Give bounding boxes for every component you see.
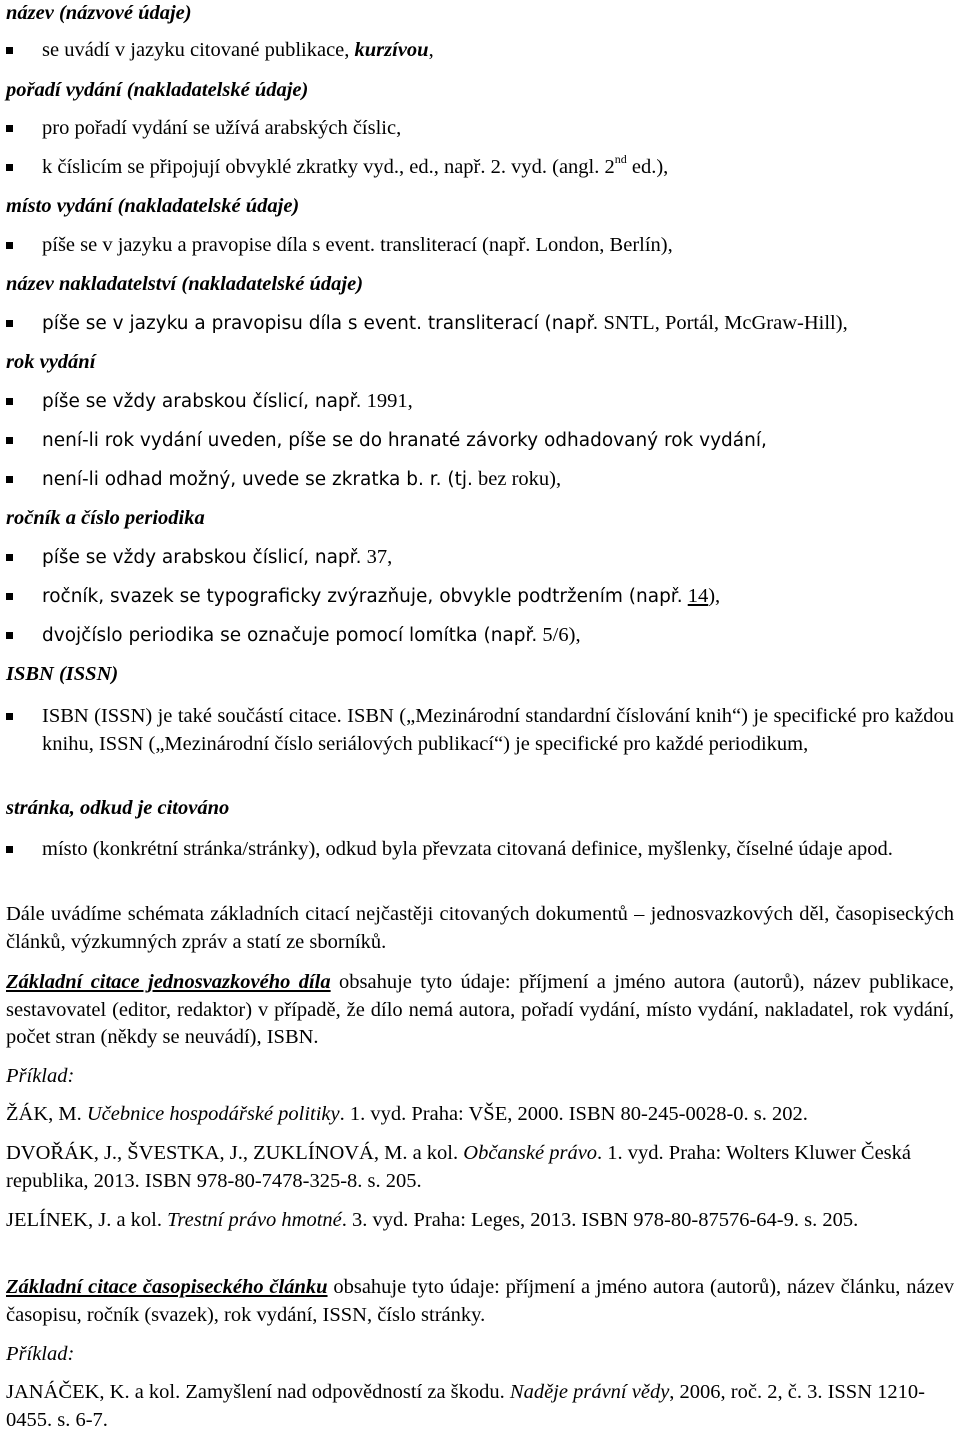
list-item: k číslicím se připojují obvyklé zkratky vyd., ed., např. 2. vyd. (angl. 2nd ed.), [42, 152, 669, 178]
heading-isbn: ISBN (ISSN) [6, 663, 119, 685]
heading-stranka: stránka, odkud je citováno [6, 797, 230, 819]
list-item: ISBN (ISSN) je také součástí citace. ISBN („Mezinárodní standardní číslování knih“) je specifické pro každou knihu, ISSN („Mezinárodní číslo seriálových publikací“) je specifické pro každé periodikum, [42, 705, 954, 755]
heading-nazev: název (názvové údaje) [6, 2, 192, 24]
article-citation-paragraph: Základní citace časopiseckého článku obsahuje tyto údaje: příjmení a jméno autora (autorů), název článku, název časopisu, ročník (svazek), rok vydání, ISSN, číslo stránky. [6, 1276, 954, 1326]
bullet-icon [6, 427, 16, 454]
citation-example: JELÍNEK, J. a kol. Trestní právo hmotné. 3. vyd. Praha: Leges, 2013. ISBN 978-80-87576-64-9. s. 205. [6, 1209, 859, 1231]
list-item: píše se vždy arabskou číslicí, např. 37, [42, 546, 393, 568]
heading-rok: rok vydání [6, 351, 96, 373]
bullet-icon [6, 583, 16, 610]
list-item: pro pořadí vydání se užívá arabských číslic, [42, 117, 402, 139]
article-example-label: Příklad: [6, 1343, 75, 1365]
heading-poradi: pořadí vydání (nakladatelské údaje) [6, 79, 309, 101]
intro-paragraph: Dále uvádíme schémata základních citací nejčastěji citovaných dokumentů – jednosvazkových děl, časopiseckých článků, výzkumných zpráv a statí ze sborníků. [6, 903, 954, 953]
bullet-icon [6, 232, 16, 259]
list-item: píše se v jazyku a pravopise díla s event. transliterací (např. London, Berlín), [42, 234, 673, 256]
bullet-icon [6, 388, 16, 415]
bullet-icon [6, 836, 16, 863]
list-item: píše se v jazyku a pravopisu díla s event. transliterací (např. SNTL, Portál, McGraw-Hill), [42, 312, 848, 334]
list-item: ročník, svazek se typograficky zvýrazňuje, obvykle podtržením (např. 14), [42, 585, 721, 607]
list-item: není-li rok vydání uveden, píše se do hranaté závorky odhadovaný rok vydání, [42, 430, 767, 451]
citation-example: JANÁČEK, K. a kol. Zamyšlení nad odpovědností za škodu. Naděje právní vědy, 2006, roč. 2, č. 3. ISSN 1210-0455. s. 6-7. [6, 1381, 925, 1431]
heading-misto: místo vydání (nakladatelské údaje) [6, 195, 300, 217]
list-item: není-li odhad možný, uvede se zkratka b. r. (tj. bez roku), [42, 468, 562, 490]
bullet-icon [6, 703, 16, 730]
bullet-icon [6, 622, 16, 649]
book-example-label: Příklad: [6, 1065, 75, 1087]
bullet-icon [6, 544, 16, 571]
book-citation-paragraph: Základní citace jednosvazkového díla obsahuje tyto údaje: příjmení a jméno autora (autorů), název publikace, sestavovatel (editor, redaktor) v případě, že dílo nemá autora, pořadí vydání, místo vydání, nakladatel, rok vydání, počet stran (někdy se neuvádí), ISBN. [6, 971, 954, 1048]
citation-example: ŽÁK, M. Učebnice hospodářské politiky. 1. vyd. Praha: VŠE, 2000. ISBN 80-245-0028-0. s. 202. [6, 1103, 808, 1125]
list-item: píše se vždy arabskou číslicí, např. 1991, [42, 390, 413, 412]
list-item: dvojčíslo periodika se označuje pomocí lomítka (např. 5/6), [42, 624, 581, 646]
heading-rocnik: ročník a číslo periodika [6, 507, 205, 529]
bullet-icon [6, 115, 16, 142]
bullet-icon [6, 154, 16, 181]
bullet-icon [6, 310, 16, 337]
heading-nakladatelstvi: název nakladatelství (nakladatelské údaje) [6, 273, 364, 295]
citation-example: DVOŘÁK, J., ŠVESTKA, J., ZUKLÍNOVÁ, M. a kol. Občanské právo. 1. vyd. Praha: Wolters Kluwer Česká republika, 2013. ISBN 978-80-7478-325-8. s. 205. [6, 1142, 912, 1192]
bullet-icon [6, 37, 16, 64]
bullet-icon [6, 466, 16, 493]
list-item: místo (konkrétní stránka/stránky), odkud byla převzata citovaná definice, myšlenky, číselné údaje apod. [42, 838, 893, 860]
list-item: se uvádí v jazyku citované publikace, kurzívou, [42, 39, 434, 61]
